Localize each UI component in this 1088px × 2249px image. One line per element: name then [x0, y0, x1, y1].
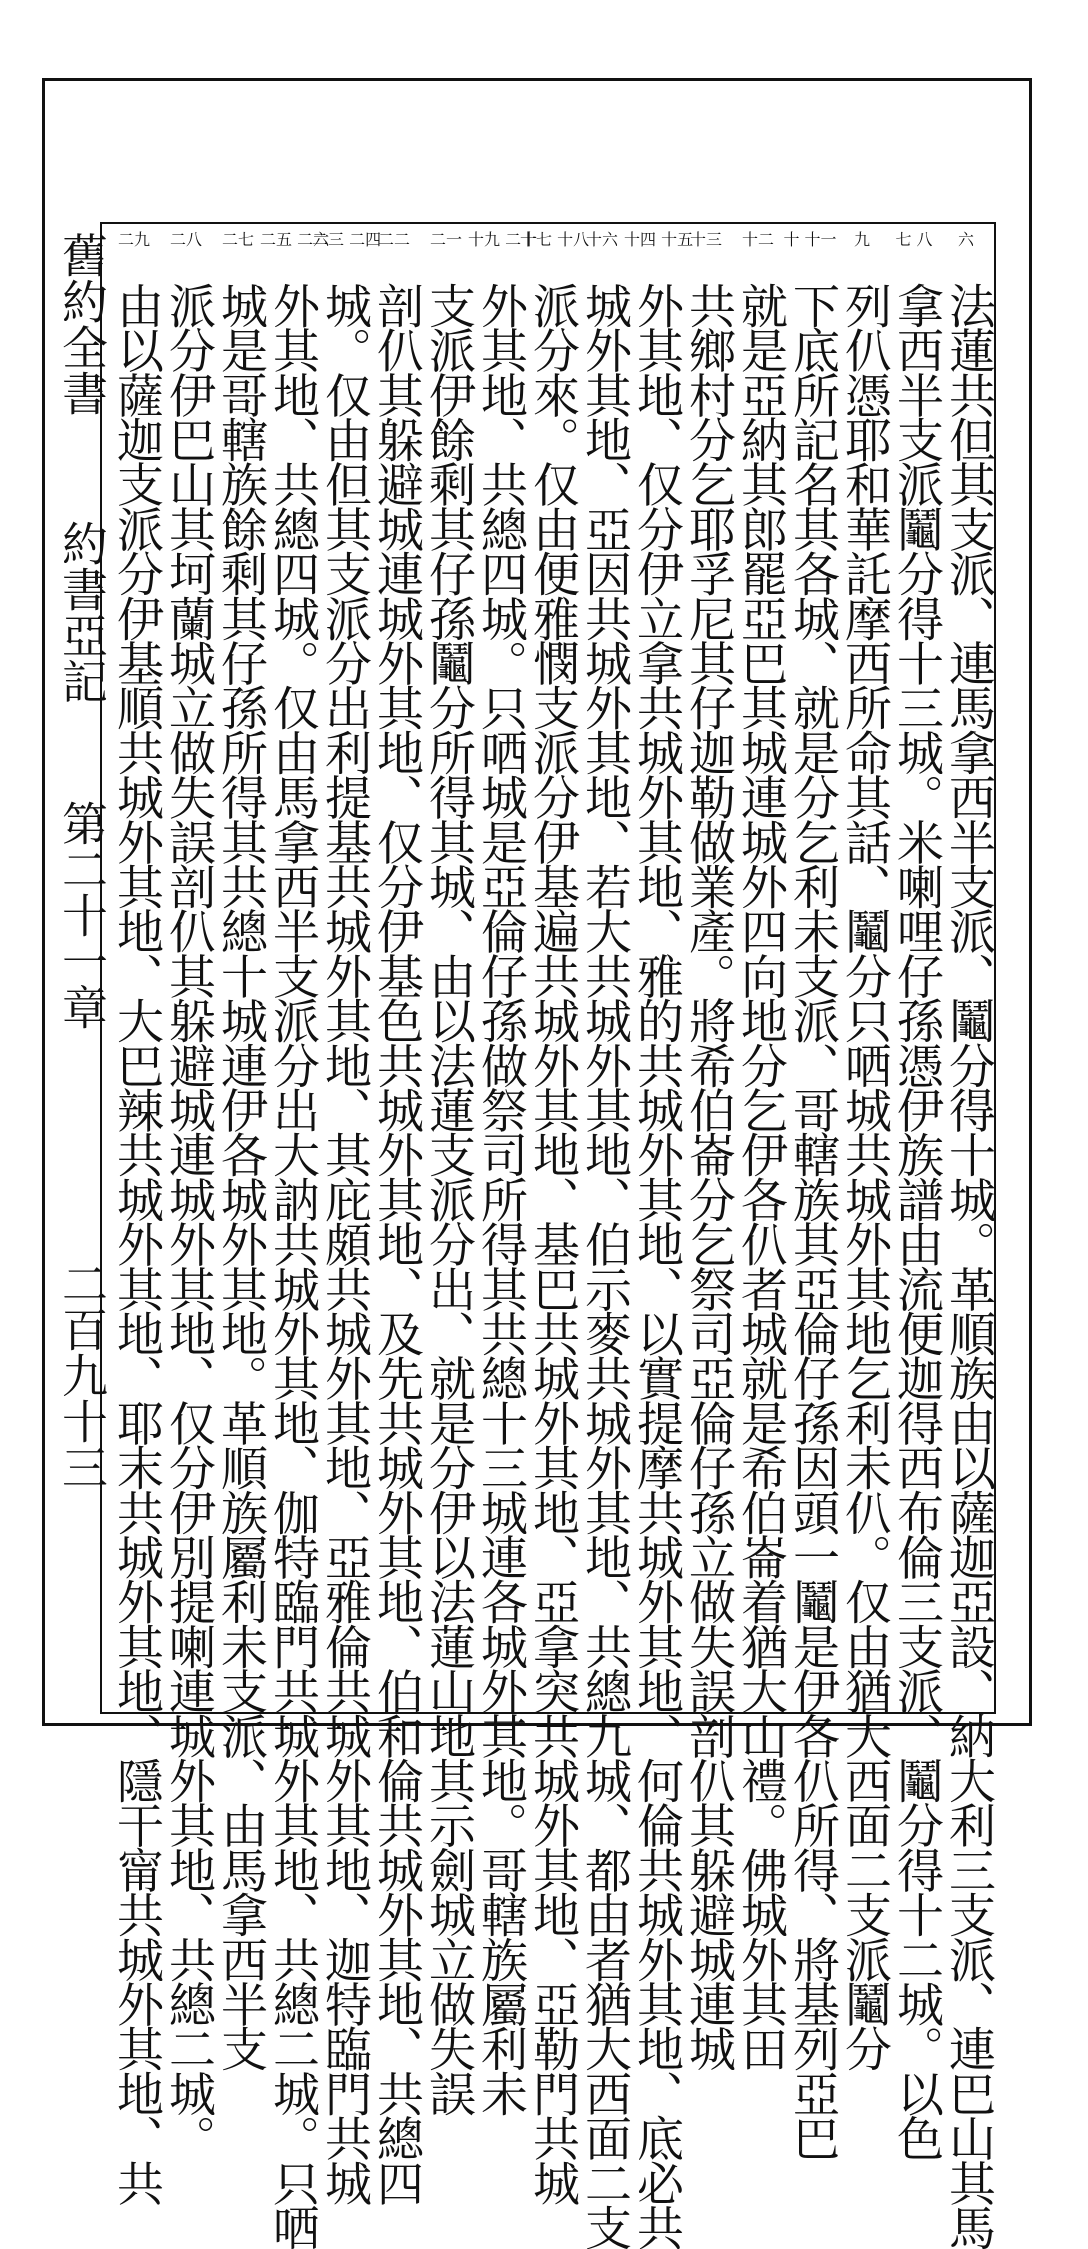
- verse-number-label: 二二: [377, 230, 410, 249]
- text-column: 剖仈其躲避城連城外其地、仅分伊基色共城外其地、及先共城外其地、伯和倫共城外其地、共總四: [369, 282, 424, 2205]
- verse-number-label: 十四 十五: [624, 230, 694, 249]
- text-column: 城是哥轄族餘剩其仔孫所得其共總十城連伊各城外其地。革順族屬利未支派、由馬拿西半支: [213, 282, 268, 2071]
- text-column: 支派伊餘剩其仔孫鬮分所得其城、由以法蓮支派分出、就是分伊以法蓮山地其示劍城立做失誤: [421, 282, 476, 2115]
- text-column: 就是亞納其郎罷亞巴其城連城外四向地分乞伊各仈者城就是希伯崙着猶大山禮。佛城外其田: [733, 282, 788, 2071]
- verse-number-label: 二三 二四: [312, 230, 382, 249]
- verse-number-label: 二八: [169, 230, 202, 249]
- text-column: 城外其地、亞因共城外其地、若大共城外其地、伯示麥共城外其地、共總九城、都由者猶大西面二支: [577, 282, 632, 2249]
- text-column: 城。仅由但其支派分出利提基共城外其地、其庇頗共城外其地、亞雅倫共城外其地、迦特臨門共城: [317, 282, 372, 2205]
- text-column: 外其地、共總四城。只哂城是亞倫仔孫做祭司所得其共總十三城連各城外其地。哥轄族屬利未: [473, 282, 528, 2115]
- chapter-heading: 第二十一章: [55, 800, 109, 1030]
- verse-number-label: 二七: [221, 230, 254, 249]
- verse-number-label: 二九: [117, 230, 150, 249]
- text-column: 派分伊巴山其坷蘭城立做失誤剖仈其躲避城連城外其地、仅分伊別提喇連城外其地、共總二城。: [161, 282, 216, 2160]
- text-column: 下底所記名其各城、就是分乞利未支派、哥轄族其亞倫仔孫因頭一鬮是伊各仈所得、將基列亞巴: [785, 282, 840, 2160]
- text-column: 外其地、共總四城。仅由馬拿西半支派分出大訥共城外其地、伽特臨門共城外其地、共總二城。只哂: [265, 282, 320, 2249]
- text-column: 法蓮共但其支派、連馬拿西半支派、鬮分得十城。革順族由以薩迦亞設、納大利三支派、連巴山其馬: [941, 282, 996, 2249]
- verse-number-label: 二五 二六: [260, 230, 330, 249]
- verse-number-label: 十二: [741, 230, 774, 249]
- verse-number-label: 十 十一: [783, 230, 837, 249]
- verse-number-label: 七 八: [895, 230, 933, 249]
- page-number: 二百九十三: [55, 1260, 109, 1490]
- verse-number-label: 十六: [585, 230, 618, 249]
- verse-number-label: 十三: [689, 230, 722, 249]
- verse-number-label: 十九 二十: [468, 230, 538, 249]
- text-column: 共鄉村分乞耶孚尼其仔迦勒做業產。將希伯崙分乞祭司亞倫仔孫立做失誤剖仈其躲避城連城: [681, 282, 736, 2071]
- text-column: 派分來。仅由便雅憫支派分伊基遍共城外其地、基巴共城外其地、亞拿突共城外其地、亞勒門共城: [525, 282, 580, 2205]
- verse-number-label: 九: [853, 230, 870, 249]
- verse-number-label: 二一: [429, 230, 462, 249]
- verse-number-label: 十七 十八: [520, 230, 590, 249]
- text-column: 外其地、仅分伊立拿共城外其地、雅的共城外其地、以實提摩共城外其地、何倫共城外其地、底必共: [629, 282, 684, 2249]
- book-title: 舊約全書: [55, 232, 109, 416]
- text-column: 由以薩迦支派分伊基順共城外其地、大巴辣共城外其地、耶末共城外其地、隱干甯共城外其地、共: [109, 282, 164, 2205]
- verse-number-label: 六: [957, 230, 974, 249]
- section-title: 約書亞記: [55, 520, 109, 704]
- text-column: 拿西半支派鬮分得十三城。米喇哩仔孫憑伊族譜由流便迦得西布倫三支派、鬮分得十二城。以色: [889, 282, 944, 2160]
- text-column: 列仈憑耶和華託摩西所命其話、鬮分只哂城共城外其地乞利未仈。仅由猶大西面二支派鬮分: [837, 282, 892, 2071]
